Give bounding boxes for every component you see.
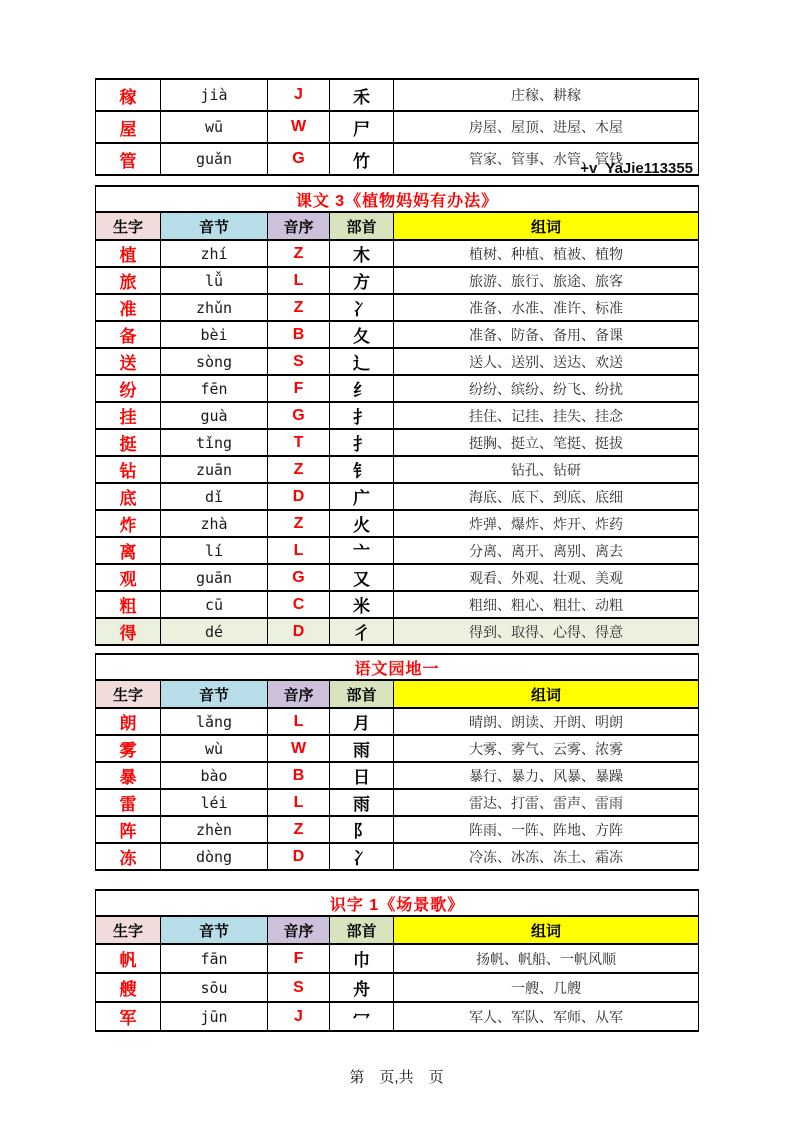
table-row xyxy=(96,1002,699,1031)
character-cell: 冻 xyxy=(96,843,161,870)
initial-letter-cell: F xyxy=(268,375,330,402)
words-cell: 观看、外观、壮观、美观 xyxy=(394,564,699,591)
header-initial: 音序 xyxy=(268,212,330,240)
character-cell: 艘 xyxy=(96,973,161,1002)
initial-letter-cell: L xyxy=(268,267,330,294)
table-row xyxy=(96,944,699,973)
radical-cell: 彳 xyxy=(330,618,394,645)
initial-letter-cell: T xyxy=(268,429,330,456)
character-cell: 朗 xyxy=(96,708,161,735)
pinyin-cell: zhèn xyxy=(161,816,268,843)
table-row xyxy=(96,537,699,564)
words-cell: 军人、军队、军师、从军 xyxy=(394,1002,699,1031)
words-cell: 房屋、屋顶、进屋、木屋 xyxy=(394,111,699,143)
character-cell: 军 xyxy=(96,1002,161,1031)
pinyin-cell: fān xyxy=(161,944,268,973)
character-cell: 阵 xyxy=(96,816,161,843)
table-title-row xyxy=(96,890,699,916)
radical-cell: 冫 xyxy=(330,843,394,870)
table-title: 识字 1《场景歌》 xyxy=(96,890,699,916)
initial-letter-cell: J xyxy=(268,79,330,111)
initial-letter-cell: D xyxy=(268,618,330,645)
radical-cell: 日 xyxy=(330,762,394,789)
table-header-row xyxy=(96,212,699,240)
header-syllable: 音节 xyxy=(161,212,268,240)
radical-cell: 亠 xyxy=(330,537,394,564)
initial-letter-cell: S xyxy=(268,973,330,1002)
header-character: 生字 xyxy=(96,212,161,240)
page-footer: 第 页,共 页 xyxy=(349,1069,444,1086)
radical-cell: 冫 xyxy=(330,294,394,321)
radical-cell: 尸 xyxy=(330,111,394,143)
table-title-row xyxy=(96,654,699,680)
header-radical: 部首 xyxy=(330,916,394,944)
table-row xyxy=(96,429,699,456)
words-cell: 准备、水准、准许、标准 xyxy=(394,294,699,321)
table-row xyxy=(96,564,699,591)
header-syllable: 音节 xyxy=(161,916,268,944)
radical-cell: 纟 xyxy=(330,375,394,402)
radical-cell: 冖 xyxy=(330,1002,394,1031)
header-initial: 音序 xyxy=(268,916,330,944)
table-row xyxy=(96,79,699,111)
pinyin-cell: guà xyxy=(161,402,268,429)
table-row xyxy=(96,843,699,870)
pinyin-cell: dǐ xyxy=(161,483,268,510)
character-cell: 屋 xyxy=(96,111,161,143)
words-cell: 阵雨、一阵、阵地、方阵 xyxy=(394,816,699,843)
table-row xyxy=(96,321,699,348)
character-cell: 帆 xyxy=(96,944,161,973)
words-cell: 钻孔、钻研 xyxy=(394,456,699,483)
table-row xyxy=(96,789,699,816)
table-row xyxy=(96,816,699,843)
initial-letter-cell: Z xyxy=(268,240,330,267)
initial-letter-cell: D xyxy=(268,483,330,510)
pinyin-cell: zhǔn xyxy=(161,294,268,321)
pinyin-cell: cū xyxy=(161,591,268,618)
character-cell: 旅 xyxy=(96,267,161,294)
character-cell: 备 xyxy=(96,321,161,348)
character-cell: 稼 xyxy=(96,79,161,111)
pinyin-cell: tǐng xyxy=(161,429,268,456)
vocab-table xyxy=(95,653,699,871)
vocab-table xyxy=(95,889,699,1032)
character-cell: 挺 xyxy=(96,429,161,456)
pinyin-cell: zhà xyxy=(161,510,268,537)
table-row xyxy=(96,762,699,789)
character-cell: 挂 xyxy=(96,402,161,429)
radical-cell: 又 xyxy=(330,564,394,591)
radical-cell: 雨 xyxy=(330,789,394,816)
initial-letter-cell: Z xyxy=(268,510,330,537)
header-words: 组词 xyxy=(394,680,699,708)
words-cell: 准备、防备、备用、备课 xyxy=(394,321,699,348)
words-cell: 得到、取得、心得、得意 xyxy=(394,618,699,645)
table-row xyxy=(96,240,699,267)
pinyin-cell: zuān xyxy=(161,456,268,483)
pinyin-cell: léi xyxy=(161,789,268,816)
table-row xyxy=(96,456,699,483)
character-cell: 钻 xyxy=(96,456,161,483)
pinyin-cell: bèi xyxy=(161,321,268,348)
pinyin-cell: fēn xyxy=(161,375,268,402)
initial-letter-cell: L xyxy=(268,537,330,564)
table-row xyxy=(96,294,699,321)
radical-cell: 木 xyxy=(330,240,394,267)
pinyin-cell: lǎng xyxy=(161,708,268,735)
pinyin-cell: wù xyxy=(161,735,268,762)
table-row xyxy=(96,708,699,735)
header-words: 组词 xyxy=(394,212,699,240)
words-cell: 分离、离开、离别、离去 xyxy=(394,537,699,564)
character-cell: 炸 xyxy=(96,510,161,537)
words-cell: 扬帆、帆船、一帆风顺 xyxy=(394,944,699,973)
initial-letter-cell: W xyxy=(268,735,330,762)
words-cell: 海底、底下、到底、底细 xyxy=(394,483,699,510)
table-title-row xyxy=(96,186,699,212)
pinyin-cell: dé xyxy=(161,618,268,645)
table-header-row xyxy=(96,680,699,708)
pinyin-cell: wū xyxy=(161,111,268,143)
character-cell: 底 xyxy=(96,483,161,510)
initial-letter-cell: Z xyxy=(268,456,330,483)
initial-letter-cell: B xyxy=(268,321,330,348)
initial-letter-cell: G xyxy=(268,402,330,429)
character-cell: 离 xyxy=(96,537,161,564)
table-row xyxy=(96,483,699,510)
radical-cell: 辶 xyxy=(330,348,394,375)
character-cell: 纷 xyxy=(96,375,161,402)
table-row xyxy=(96,402,699,429)
pinyin-cell: sōu xyxy=(161,973,268,1002)
words-cell: 粗细、粗心、粗壮、动粗 xyxy=(394,591,699,618)
pinyin-cell: jià xyxy=(161,79,268,111)
words-cell: 大雾、雾气、云雾、浓雾 xyxy=(394,735,699,762)
radical-cell: 广 xyxy=(330,483,394,510)
radical-cell: 火 xyxy=(330,510,394,537)
character-cell: 得 xyxy=(96,618,161,645)
header-character: 生字 xyxy=(96,680,161,708)
pinyin-cell: sòng xyxy=(161,348,268,375)
table-row xyxy=(96,111,699,143)
words-cell: 植树、种植、植被、植物 xyxy=(394,240,699,267)
character-cell: 粗 xyxy=(96,591,161,618)
radical-cell: 扌 xyxy=(330,429,394,456)
table-header-row xyxy=(96,916,699,944)
initial-letter-cell: Z xyxy=(268,816,330,843)
words-cell: 冷冻、冰冻、冻土、霜冻 xyxy=(394,843,699,870)
radical-cell: 方 xyxy=(330,267,394,294)
header-character: 生字 xyxy=(96,916,161,944)
character-cell: 送 xyxy=(96,348,161,375)
initial-letter-cell: B xyxy=(268,762,330,789)
initial-letter-cell: C xyxy=(268,591,330,618)
radical-cell: 夂 xyxy=(330,321,394,348)
words-cell: 纷纷、缤纷、纷飞、纷扰 xyxy=(394,375,699,402)
initial-letter-cell: L xyxy=(268,789,330,816)
pinyin-cell: guān xyxy=(161,564,268,591)
pinyin-cell: guǎn xyxy=(161,143,268,175)
pinyin-cell: lǚ xyxy=(161,267,268,294)
words-cell: 旅游、旅行、旅途、旅客 xyxy=(394,267,699,294)
radical-cell: 雨 xyxy=(330,735,394,762)
words-cell: 挂住、记挂、挂失、挂念 xyxy=(394,402,699,429)
header-syllable: 音节 xyxy=(161,680,268,708)
words-cell: 暴行、暴力、风暴、暴躁 xyxy=(394,762,699,789)
table-row xyxy=(96,348,699,375)
radical-cell: 竹 xyxy=(330,143,394,175)
character-cell: 雷 xyxy=(96,789,161,816)
character-cell: 准 xyxy=(96,294,161,321)
pinyin-cell: bào xyxy=(161,762,268,789)
initial-letter-cell: D xyxy=(268,843,330,870)
radical-cell: 月 xyxy=(330,708,394,735)
header-radical: 部首 xyxy=(330,212,394,240)
pinyin-cell: dòng xyxy=(161,843,268,870)
character-cell: 暴 xyxy=(96,762,161,789)
table-row xyxy=(96,375,699,402)
header-radical: 部首 xyxy=(330,680,394,708)
words-cell: 炸弹、爆炸、炸开、炸药 xyxy=(394,510,699,537)
words-cell: 一艘、几艘 xyxy=(394,973,699,1002)
character-cell: 雾 xyxy=(96,735,161,762)
initial-letter-cell: S xyxy=(268,348,330,375)
radical-cell: 扌 xyxy=(330,402,394,429)
initial-letter-cell: Z xyxy=(268,294,330,321)
words-cell: 晴朗、朗读、开朗、明朗 xyxy=(394,708,699,735)
words-cell: 送人、送别、送达、欢送 xyxy=(394,348,699,375)
vocab-table xyxy=(95,185,699,646)
initial-letter-cell: W xyxy=(268,111,330,143)
watermark-text: +v YaJie113355 xyxy=(580,160,693,177)
character-cell: 植 xyxy=(96,240,161,267)
words-cell: 雷达、打雷、雷声、雷雨 xyxy=(394,789,699,816)
table-row xyxy=(96,510,699,537)
table-row xyxy=(96,973,699,1002)
initial-letter-cell: G xyxy=(268,564,330,591)
pinyin-cell: zhí xyxy=(161,240,268,267)
table-title: 语文园地一 xyxy=(96,654,699,680)
radical-cell: 巾 xyxy=(330,944,394,973)
words-cell: 管家、管事、水管、管钱 xyxy=(394,143,699,175)
table-row xyxy=(96,618,699,645)
character-cell: 观 xyxy=(96,564,161,591)
table-title: 课文 3《植物妈妈有办法》 xyxy=(96,186,699,212)
table-row xyxy=(96,735,699,762)
initial-letter-cell: L xyxy=(268,708,330,735)
words-cell: 挺胸、挺立、笔挺、挺拔 xyxy=(394,429,699,456)
radical-cell: 米 xyxy=(330,591,394,618)
initial-letter-cell: G xyxy=(268,143,330,175)
pinyin-cell: lí xyxy=(161,537,268,564)
radical-cell: 钅 xyxy=(330,456,394,483)
initial-letter-cell: F xyxy=(268,944,330,973)
words-cell: 庄稼、耕稼 xyxy=(394,79,699,111)
character-cell: 管 xyxy=(96,143,161,175)
initial-letter-cell: J xyxy=(268,1002,330,1031)
table-row xyxy=(96,591,699,618)
radical-cell: 舟 xyxy=(330,973,394,1002)
radical-cell: 阝 xyxy=(330,816,394,843)
header-words: 组词 xyxy=(394,916,699,944)
radical-cell: 禾 xyxy=(330,79,394,111)
pinyin-cell: jūn xyxy=(161,1002,268,1031)
header-initial: 音序 xyxy=(268,680,330,708)
table-row xyxy=(96,267,699,294)
